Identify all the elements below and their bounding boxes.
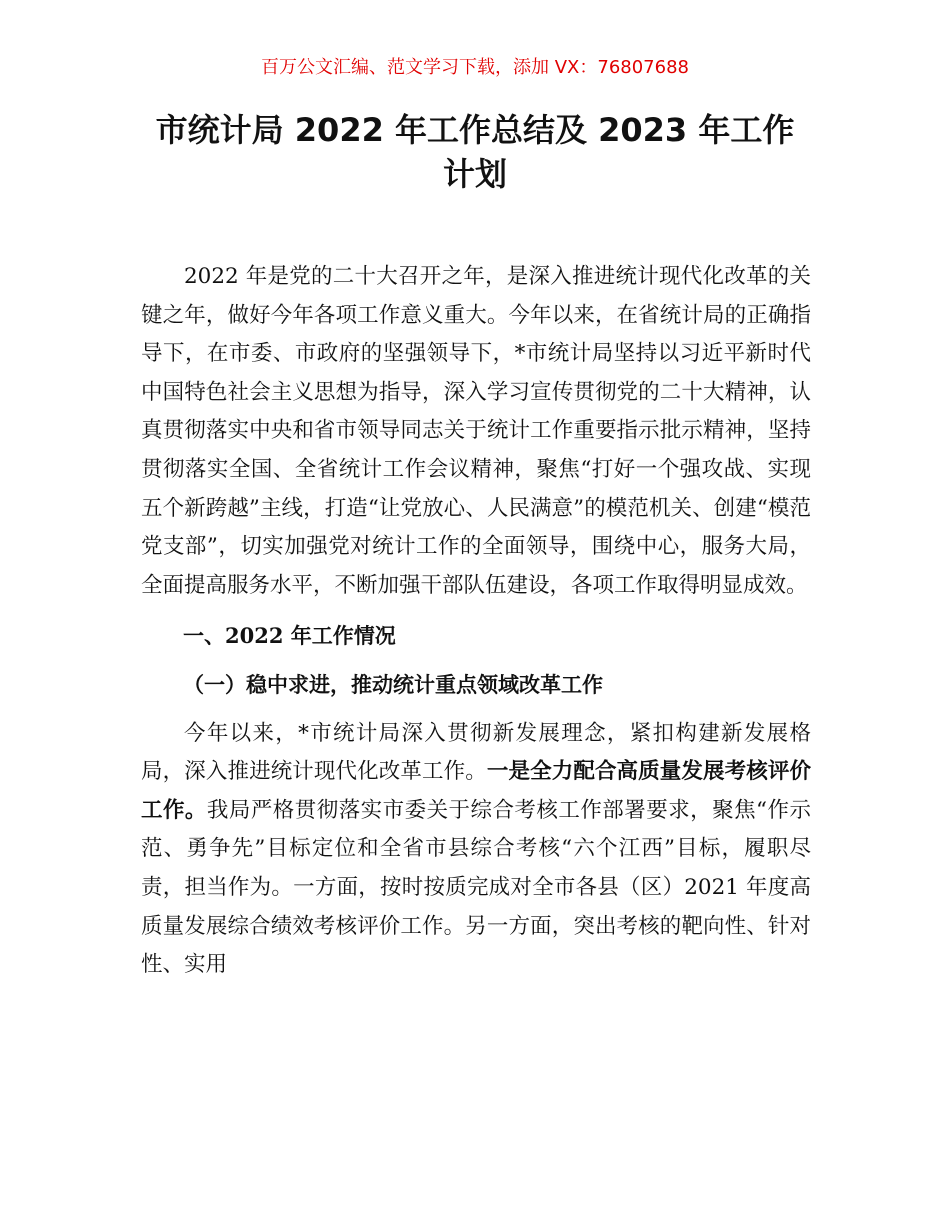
work-paragraph [141,715,811,985]
bold-highlight: 一是全力配合高质量发展考核评价工作。 [141,759,811,823]
title-line-2: 计划 [442,155,507,193]
watermark-banner: 百万公文汇编、范文学习下载，添加 VX：76807688 [261,57,689,78]
title-line-1: 市统计局 2022 年工作总结及 2023 年工作 [155,111,795,149]
paragraph-lead: 今年以来，*市统计局深入贯彻新发展理念，紧扣构建新发展格局，深入推进统计现代化改革工作。 [141,720,811,785]
section-heading: 一、2022 年工作情况 [183,623,396,649]
paragraph-rest: 我局严格贯彻落实市委关于综合考核工作部署要求，聚焦“作示范、勇争先”目标定位和全省市县综合考核“六个江西”目标，履职尽责，担当作为。一方面，按时按质完成对全市各县（区）2021 年度高质量发展综合绩效考核评价工作。另一方面，突出考核的靶向性、针对性、实用 [141,797,811,978]
document-body [141,258,811,985]
document-title [120,108,830,196]
subsection-heading: （一）稳中求进，推动统计重点领域改革工作 [183,671,603,697]
intro-paragraph: 2022 年是党的二十大召开之年，是深入推进统计现代化改革的关键之年，做好今年各项工作意义重大。今年以来，在省统计局的正确指导下，在市委、市政府的坚强领导下，*市统计局坚持以习近平新时代中国特色社会主义思想为指导，深入学习宣传贯彻党的二十大精神，认真贯彻落实中央和省市领导同志关于统计工作重要指示批示精神，坚持贯彻落实全国、全省统计工作会议精神，聚焦“打好一个强攻战、实现五个新跨越”主线，打造“让党放心、人民满意”的模范机关、创建“模范党支部”，切实加强党对统计工作的全面领导，围绕中心，服务大局，全面提高服务水平，不断加强干部队伍建设，各项工作取得明显成效。 [141,264,811,598]
